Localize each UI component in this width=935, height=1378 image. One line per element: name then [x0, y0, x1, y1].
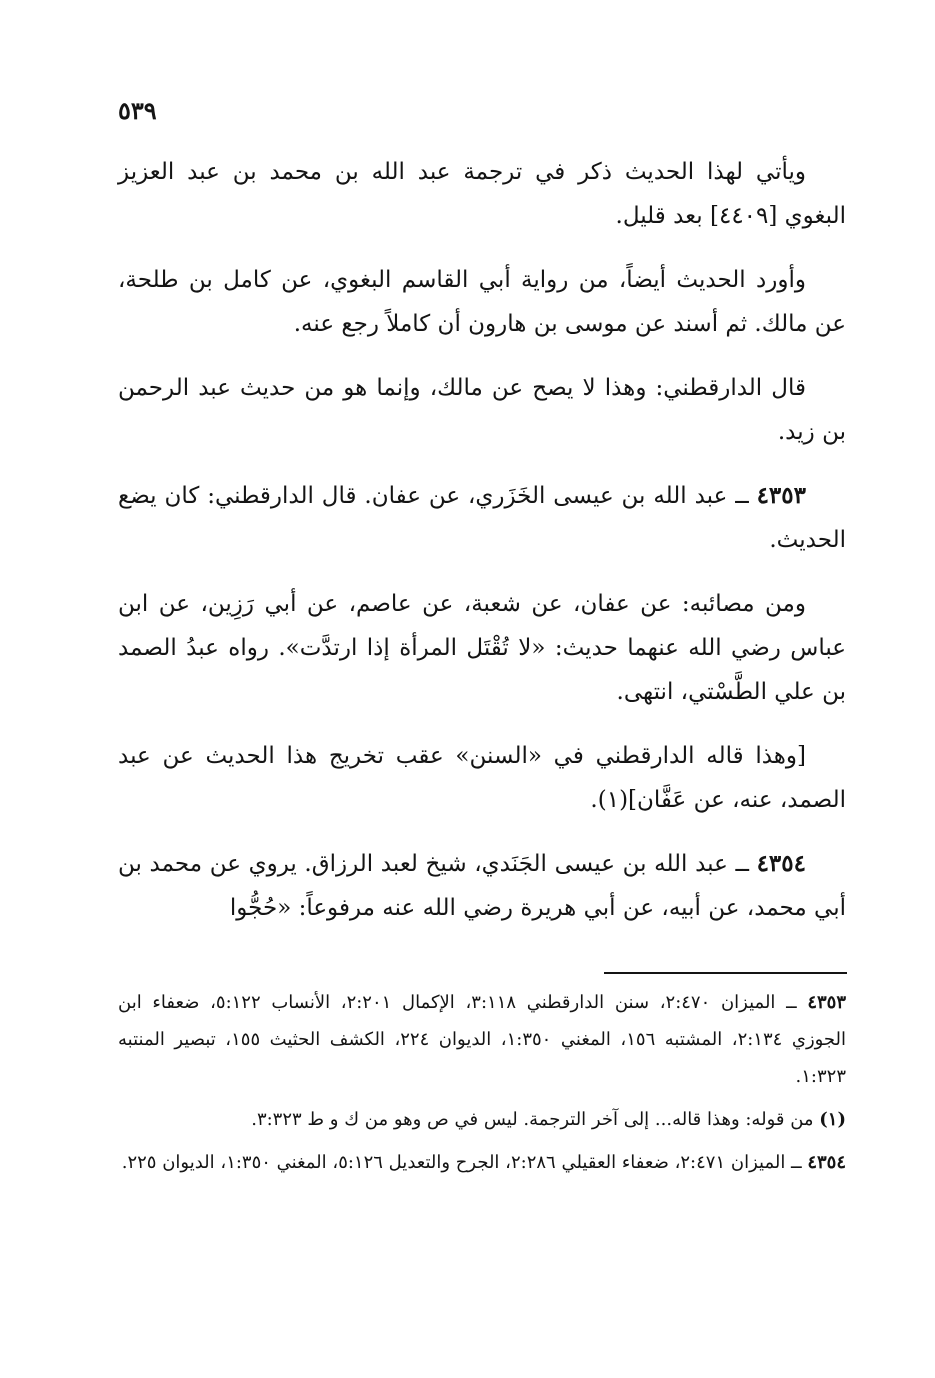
entry-text: ــ عبد الله بن عيسى الجَنَدي، شيخ لعبد الرزاق. يروي عن محمد بن أبي محمد، عن أبيه، عن أبي هريرة رضي الله عنه مرفوعاً: «حُجُّوا	[118, 851, 846, 921]
footnotes	[118, 984, 846, 1187]
footnote	[118, 984, 846, 1095]
entry-4353	[118, 474, 846, 562]
paragraph: وأورد الحديث أيضاً، من رواية أبي القاسم البغوي، عن كامل بن طلحة، عن مالك. ثم أسند عن موسى بن هارون أن كاملاً رجع عنه.	[118, 267, 846, 337]
entry-text: ــ عبد الله بن عيسى الخَزَري، عن عفان. قال الدارقطني: كان يضع الحديث.	[118, 483, 846, 553]
paragraph: قال الدارقطني: وهذا لا يصح عن مالك، وإنما هو من حديث عبد الرحمن بن زيد.	[118, 375, 846, 445]
page-number: ٥٣٩	[118, 96, 157, 125]
footnote-number: (١)	[819, 1109, 846, 1130]
entry-number: ٤٣٥٤	[756, 850, 806, 877]
footnote	[118, 1101, 846, 1138]
footnote-separator	[604, 972, 847, 974]
entry-4354	[118, 842, 846, 930]
paragraph: [وهذا قاله الدارقطني في «السنن» عقب تخريج هذا الحديث عن عبد الصمد، عنه، عن عَفَّان](١).	[118, 743, 846, 813]
footnote-text: من قوله: وهذا قاله... إلى آخر الترجمة. ليس في ص وهو من ك و ط ٣:٣٢٣.	[251, 1109, 820, 1130]
main-text	[118, 150, 846, 950]
footnote	[118, 1144, 846, 1181]
footnote-text: ــ الميزان ٢:٤٧١، ضعفاء العقيلي ٢:٢٨٦، الجرح والتعديل ٥:١٢٦، المغني ١:٣٥٠، الديوان ٢٢٥.	[121, 1152, 808, 1173]
footnote-text: ــ الميزان ٢:٤٧٠، سنن الدارقطني ٣:١١٨، الإكمال ٢:٢٠١، الأنساب ٥:١٢٢، ضعفاء ابن الجوزي ٢:١٣٤، المشتبه ١٥٦، المغني ١:٣٥٠، الديوان ٢٢٤، الكشف الحثيث ١٥٥، تبصير المنتبه ١:٣٢٣.	[118, 992, 847, 1087]
footnote-number: ٤٣٥٣	[807, 992, 846, 1013]
footnote-number: ٤٣٥٤	[807, 1152, 846, 1173]
paragraph: ومن مصائبه: عن عفان، عن شعبة، عن عاصم، عن أبي رَزِين، عن ابن عباس رضي الله عنهما حديث: «لا تُقْتَل المرأة إذا ارتدَّت». رواه عبدُ الصمد بن علي الطَّسْتي، انتهى.	[118, 591, 846, 705]
entry-number: ٤٣٥٣	[756, 482, 806, 509]
paragraph: ويأتي لهذا الحديث ذكر في ترجمة عبد الله بن محمد بن عبد العزيز البغوي [٤٤٠٩] بعد قليل.	[118, 159, 846, 229]
